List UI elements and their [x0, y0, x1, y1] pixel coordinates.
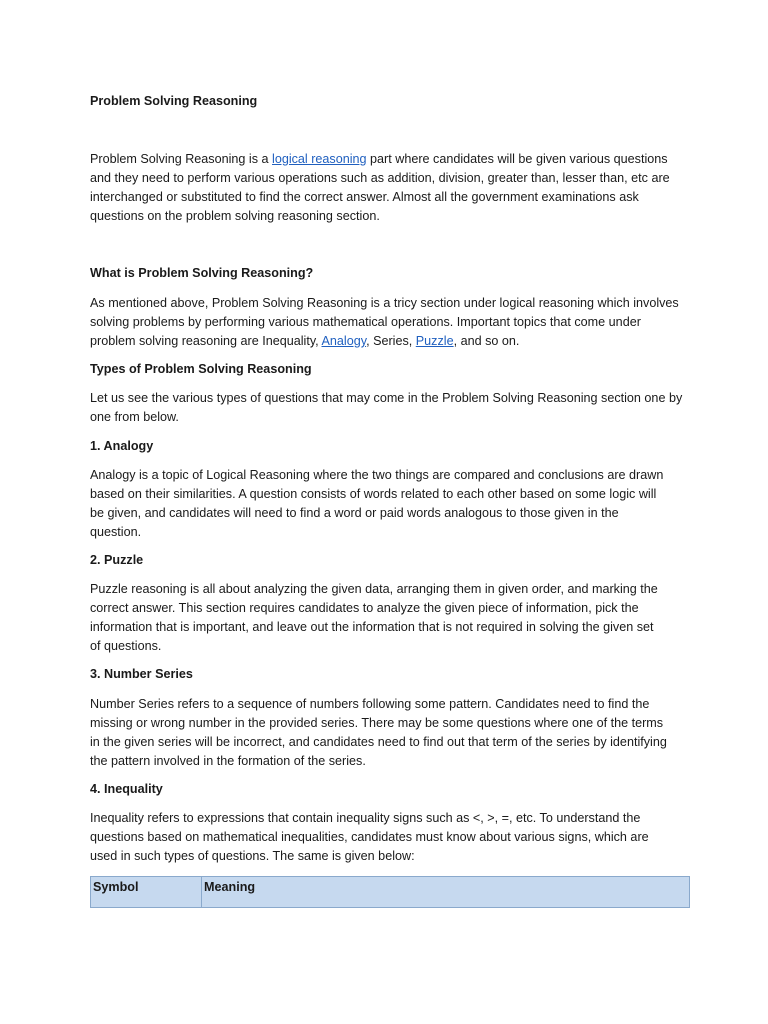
analogy-line-4: question.: [90, 524, 142, 539]
number-series-line-3: in the given series will be incorrect, and candidates need to find out that term of the series by identifying: [90, 734, 667, 749]
analogy-line-1: Analogy is a topic of Logical Reasoning where the two things are compared and conclusions are drawn: [90, 468, 664, 482]
types-heading: Types of Problem Solving Reasoning: [90, 362, 312, 376]
intro-line-2: and they need to perform various operations such as addition, division, greater than, lesser than, etc are: [90, 170, 670, 185]
symbol-column-header: Symbol: [91, 877, 202, 908]
intro-text-2: part where candidates will be given various questions: [366, 152, 668, 166]
table-header-row: [91, 877, 690, 908]
inequality-line-1: Inequality refers to expressions that contain inequality signs such as <, >, =, etc. To understand the: [90, 811, 641, 825]
intro-paragraph: [90, 150, 686, 226]
what-line-1: As mentioned above, Problem Solving Reasoning is a tricy section under logical reasoning which involves: [90, 296, 679, 310]
puzzle-line-2: correct answer. This section requires candidates to analyze the given piece of information, pick the: [90, 600, 639, 615]
inequality-line-3: used in such types of questions. The same is given below:: [90, 848, 415, 863]
meaning-column-header: Meaning: [202, 877, 690, 908]
puzzle-line-3: information that is important, and leave out the information that is not required in solving the given set: [90, 619, 654, 634]
what-line-2: solving problems by performing various mathematical operations. Important topics that come under: [90, 314, 641, 329]
what-paragraph: [90, 294, 686, 351]
inequality-paragraph: [90, 809, 686, 866]
puzzle-heading: 2. Puzzle: [90, 553, 144, 567]
number-series-line-2: missing or wrong number in the provided series. There may be some questions where one of the terms: [90, 715, 664, 730]
analogy-link[interactable]: Analogy: [321, 333, 367, 348]
types-line-2: one from below.: [90, 409, 179, 424]
logical-reasoning-link[interactable]: logical reasoning: [272, 152, 367, 166]
inequality-heading: 4. Inequality: [90, 782, 163, 796]
intro-line-3: interchanged or substituted to find the correct answer. Almost all the government examinations ask: [90, 189, 639, 204]
inequality-line-2: questions based on mathematical inequalities, candidates must know about various signs, which are: [90, 829, 649, 844]
intro-line-4: questions on the problem solving reasoning section.: [90, 208, 380, 223]
number-series-line-1: Number Series refers to a sequence of numbers following some pattern. Candidates need to find the: [90, 697, 650, 711]
symbol-meaning-table: [90, 876, 690, 908]
puzzle-line-4: of questions.: [90, 638, 162, 653]
analogy-line-3: be given, and candidates will need to find a word or paid words analogous to those given in the: [90, 505, 619, 520]
analogy-heading: 1. Analogy: [90, 439, 154, 453]
number-series-line-4: the pattern involved in the formation of the series.: [90, 753, 366, 768]
analogy-paragraph: [90, 466, 686, 542]
what-text-3b: , Series,: [366, 333, 416, 348]
analogy-line-2: based on their similarities. A question consists of words related to each other based on some logic will: [90, 486, 657, 501]
what-line-3: [90, 332, 686, 351]
intro-text-1: Problem Solving Reasoning is a: [90, 152, 273, 166]
puzzle-line-1: Puzzle reasoning is all about analyzing the given data, arranging them in given order, and marking the: [90, 582, 658, 596]
what-heading: What is Problem Solving Reasoning?: [90, 266, 314, 280]
puzzle-paragraph: [90, 580, 686, 656]
types-line-1: Let us see the various types of questions that may come in the Problem Solving Reasoning section one by: [90, 391, 683, 405]
number-series-heading: 3. Number Series: [90, 667, 193, 681]
what-text-3a: problem solving reasoning are Inequality,: [90, 333, 322, 348]
number-series-paragraph: [90, 695, 686, 771]
what-text-3c: , and so on.: [453, 333, 520, 348]
puzzle-link[interactable]: Puzzle: [415, 333, 454, 348]
document-title: Problem Solving Reasoning: [90, 94, 258, 108]
intro-line-1: [90, 150, 686, 169]
types-paragraph: [90, 389, 686, 427]
